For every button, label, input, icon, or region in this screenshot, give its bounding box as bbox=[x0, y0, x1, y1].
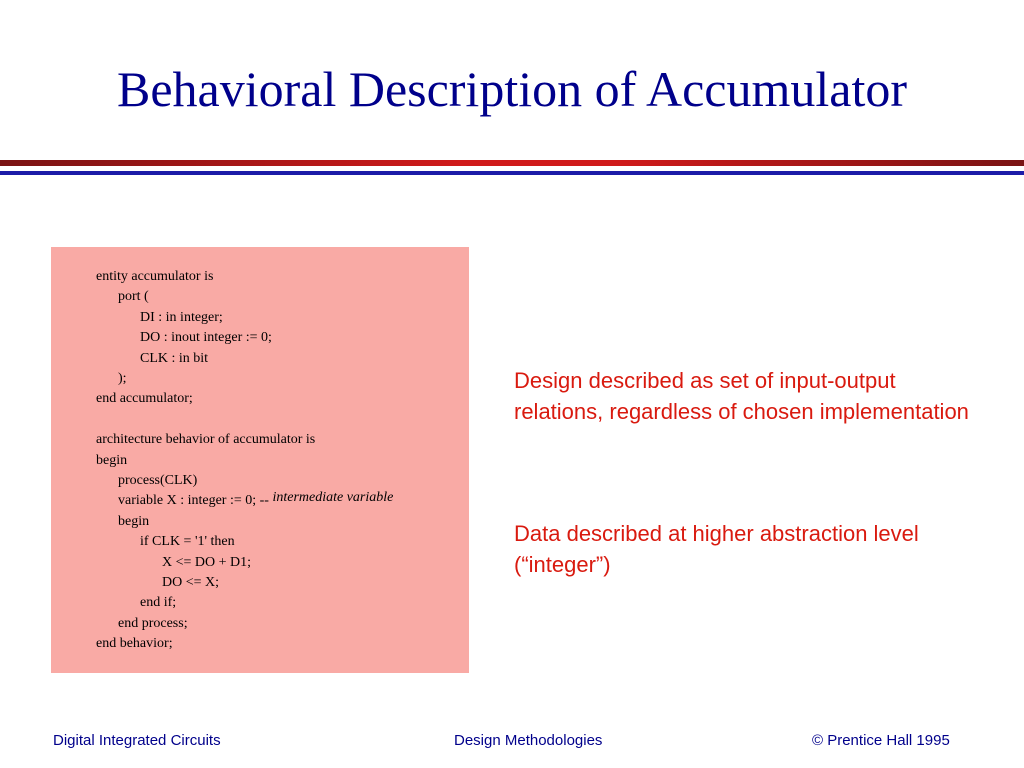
code-line bbox=[140, 351, 208, 367]
note-input-output: Design described as set of input-output relations, regardless of chosen implementation bbox=[514, 368, 969, 424]
code-text: architecture behavior of accumulator is bbox=[96, 432, 316, 448]
code-text: ); bbox=[118, 371, 127, 386]
code-text: begin bbox=[96, 452, 128, 468]
code-line bbox=[96, 391, 193, 407]
code-line bbox=[118, 473, 197, 489]
code-comment: intermediate variable bbox=[272, 490, 394, 506]
footer-course: Digital Integrated Circuits bbox=[53, 732, 221, 749]
code-text: CLK : in bit bbox=[140, 350, 209, 366]
code-line bbox=[140, 330, 272, 346]
code-text: entity accumulator is bbox=[96, 269, 214, 284]
code-text: process(CLK) bbox=[118, 473, 198, 488]
code-line bbox=[96, 453, 127, 469]
code-text: begin bbox=[118, 513, 150, 529]
code-line bbox=[140, 310, 223, 326]
code-text: DO : inout integer := 0; bbox=[140, 330, 272, 346]
code-line bbox=[118, 490, 394, 509]
code-line bbox=[118, 371, 127, 387]
code-line bbox=[140, 595, 176, 611]
footer-chapter: Design Methodologies bbox=[454, 732, 603, 749]
code-line bbox=[96, 636, 173, 652]
code-text: end behavior; bbox=[96, 636, 173, 652]
code-line bbox=[118, 514, 149, 530]
note-abstraction: Data described at higher abstraction level (“integer”) bbox=[514, 521, 919, 577]
code-text: DO <= X; bbox=[162, 575, 220, 590]
code-line bbox=[140, 534, 235, 550]
code-line bbox=[96, 432, 315, 448]
code-line bbox=[162, 575, 219, 591]
code-text: end if; bbox=[140, 595, 177, 611]
title-rule-red bbox=[0, 160, 1024, 166]
code-line bbox=[162, 555, 251, 571]
code-line bbox=[118, 616, 188, 632]
code-text: X <= DO + D1; bbox=[162, 554, 252, 570]
code-text: end accumulator; bbox=[96, 391, 193, 407]
code-text: DI : in integer; bbox=[140, 309, 223, 325]
slide-title: Behavioral Description of Accumulator bbox=[116, 61, 908, 117]
code-text: port ( bbox=[118, 289, 149, 305]
code-text: variable X : integer := 0; -- bbox=[118, 493, 273, 509]
code-line bbox=[96, 269, 213, 285]
title-rule-gap bbox=[0, 167, 1024, 170]
footer-copyright: © Prentice Hall 1995 bbox=[812, 732, 950, 749]
code-text: end process; bbox=[118, 615, 188, 631]
title-rule-gap-2 bbox=[0, 175, 1024, 177]
code-text: if CLK = '1' then bbox=[140, 534, 235, 550]
code-line bbox=[118, 289, 149, 305]
